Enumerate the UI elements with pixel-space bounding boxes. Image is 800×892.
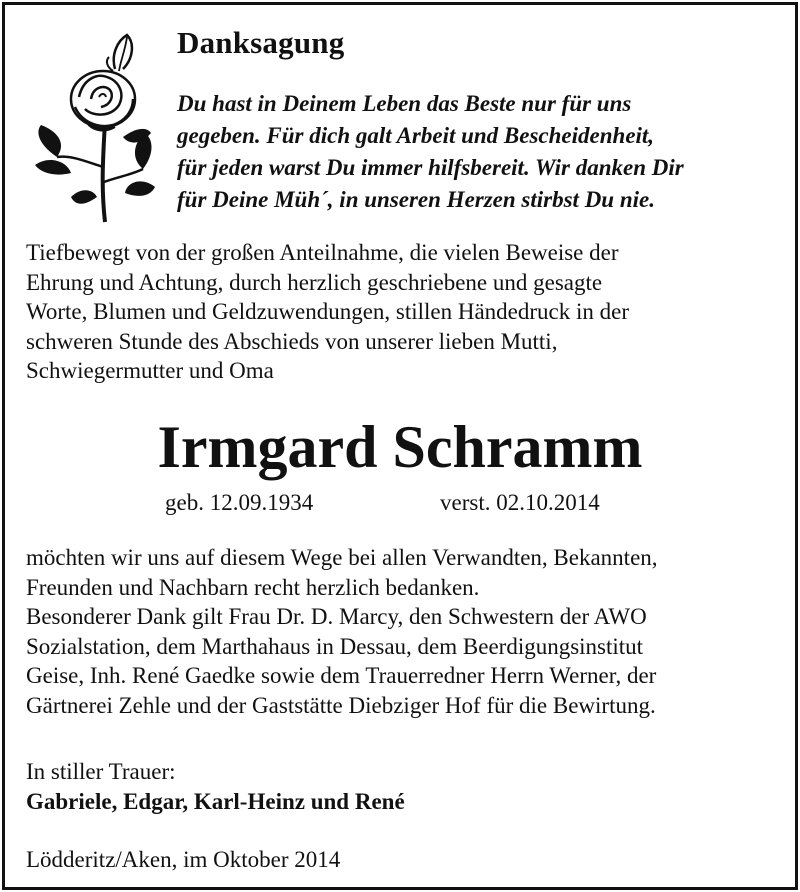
mourning-block [26,757,405,817]
poem-line: für Deine Müh´, in unseren Herzen stirbst Du nie. [177,187,655,212]
heading: Danksagung [177,25,345,60]
death-date: verst. 02.10.2014 [440,490,600,515]
birth-date: geb. 12.09.1934 [165,490,314,515]
obituary-card [2,2,798,890]
thanks-paragraph [26,543,658,720]
thanks-line: Gärtnerei Zehle und der Gaststätte Diebziger Hof für die Bewirtung. [26,692,656,718]
place-date: Lödderitz/Aken, im Oktober 2014 [26,847,341,872]
thanks-line: Besonderer Dank gilt Frau Dr. D. Marcy, den Schwestern der AWO [26,604,647,629]
poem [177,88,777,216]
intro-paragraph [26,238,629,386]
poem-line: Du hast in Deinem Leben das Beste nur für uns [177,91,632,116]
mourning-label: In stiller Trauer: [26,759,176,784]
thanks-line: Sozialstation, dem Marthahaus in Dessau, dem Beerdigungsinstitut [26,633,644,659]
thanks-line: Geise, Inh. René Gaedke sowie dem Trauerredner Herrn Werner, der [26,663,657,688]
poem-line: für jeden warst Du immer hilfsbereit. Wir danken Dir [177,155,684,180]
mourner-names: Gabriele, Edgar, Karl-Heinz und René [26,789,405,814]
intro-line: Schwiegermutter und Oma [26,358,274,383]
deceased-name: Irmgard Schramm [157,414,643,480]
intro-line: Tiefbewegt von der großen Anteilnahme, die vielen Beweise der [26,240,619,265]
rose-icon [27,27,157,227]
intro-line: Worte, Blumen und Geldzuwendungen, stillen Händedruck in der [26,299,630,324]
poem-line: gegeben. Für dich galt Arbeit und Bescheidenheit, [177,123,655,148]
thanks-line: Freunden und Nachbarn recht herzlich bedanken. [26,574,480,600]
intro-line: schweren Stunde des Abschieds von unserer lieben Mutti, [26,328,558,354]
intro-line: Ehrung und Achtung, durch herzlich geschriebene und gesagte [26,269,603,295]
thanks-line: möchten wir uns auf diesem Wege bei allen Verwandten, Bekannten, [26,545,658,570]
